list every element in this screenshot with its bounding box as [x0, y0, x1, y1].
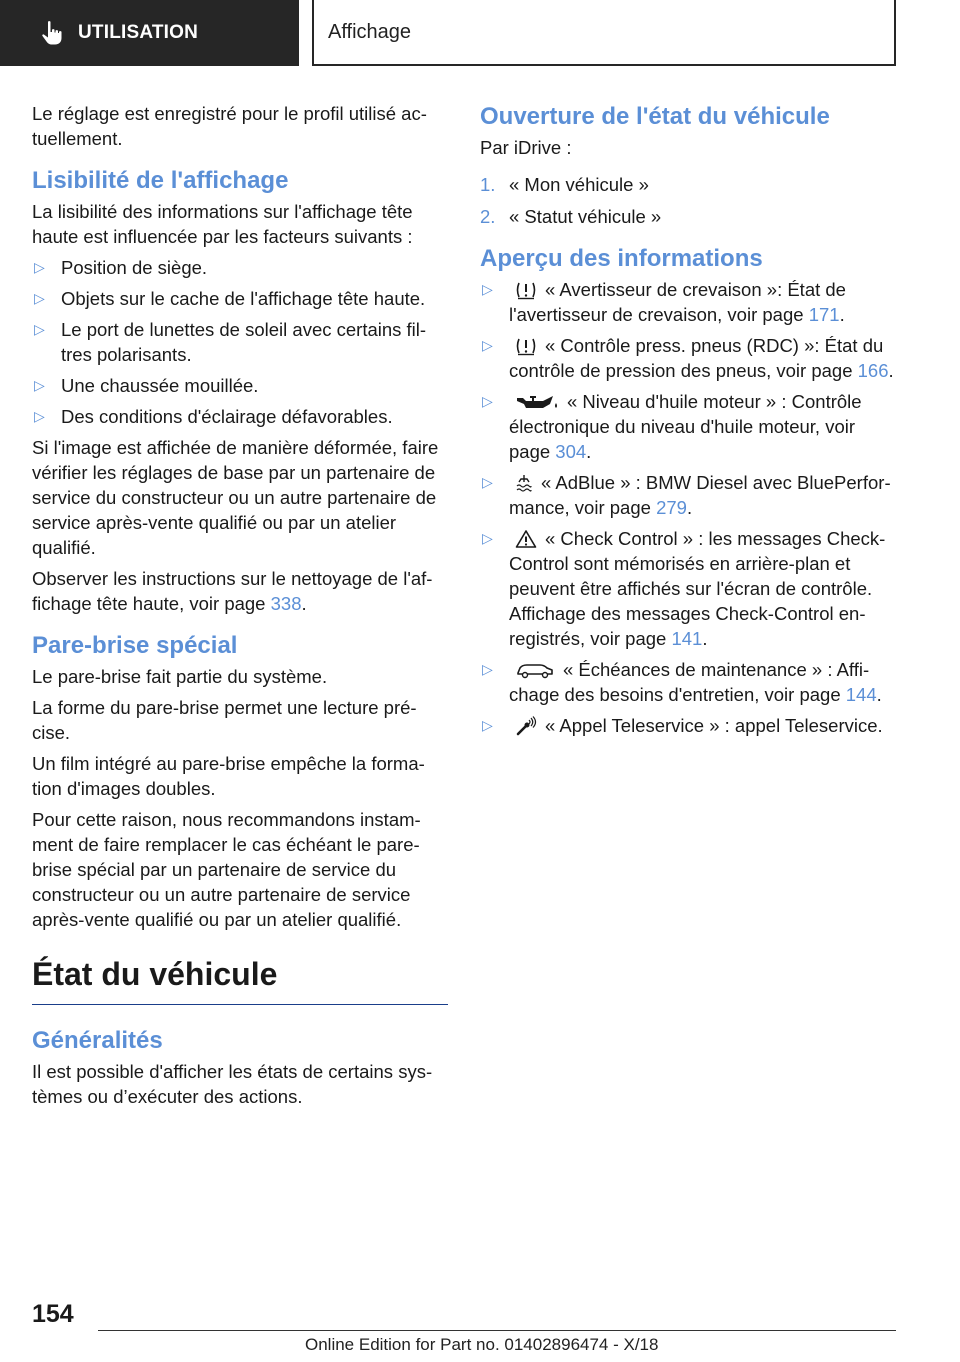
warning-triangle-icon [515, 529, 537, 549]
section-tab [312, 0, 896, 66]
edition-text: Online Edition for Part no. 01402896474 - X/18 [305, 1335, 659, 1354]
intro-text: Le réglage est enregistré pour le profil utilisé actuellement. [32, 103, 427, 149]
chapter-title: UTILISATION [78, 22, 199, 43]
list-item: ▷ « Check Control » : les messages Check-Control sont mémorisés en arrière-plan et peuvent être affichés sur l'écran de contrôle. Affichage des messages Check-Control enregistrés, voir page 141. [482, 528, 886, 649]
left-column [32, 101, 448, 1115]
general-heading: Généralités [32, 1027, 163, 1054]
windshield-text-2: La forme du pare-brise permet une lecture précise. [32, 697, 417, 743]
triangle-bullet-icon: ▷ [482, 281, 493, 297]
list-item: ▷ Des conditions d'éclairage défavorables. [34, 406, 393, 427]
car-service-icon [515, 660, 555, 680]
triangle-bullet-icon: ▷ [482, 717, 493, 733]
overview-heading: Aperçu des informations [480, 245, 763, 272]
idrive-text: Par iDrive : [480, 137, 572, 158]
triangle-bullet-icon: ▷ [482, 530, 493, 546]
windshield-text-3: Un film intégré au pare-brise empêche la formation d'images doubles. [32, 753, 425, 799]
list-item: ▷ « Contrôle press. pneus (RDC) »: État du contrôle de pression des pneus, voir page 166. [482, 335, 894, 381]
overview-list [480, 277, 896, 738]
wrench-signal-icon [515, 716, 537, 736]
readability-text: La lisibilité des informations sur l'affichage tête haute est influencée par les facteurs suivants : [32, 201, 413, 247]
cleaning-text: Observer les instructions sur le nettoyage de l'affichage tête haute, voir page 338. [32, 568, 433, 614]
right-column [480, 101, 896, 744]
page-link[interactable]: 338 [270, 593, 302, 614]
triangle-bullet-icon: ▷ [34, 259, 45, 275]
page-link[interactable]: 166 [857, 360, 889, 381]
hand-pointer-icon [38, 19, 66, 47]
readability-heading: Lisibilité de l'affichage [32, 167, 289, 194]
page-link[interactable]: 171 [808, 304, 840, 325]
list-item: ▷ « Niveau d'huile moteur » : Contrôle électronique du niveau d'huile moteur, voir page 304. [482, 391, 862, 462]
triangle-bullet-icon: ▷ [482, 474, 493, 490]
triangle-bullet-icon: ▷ [34, 290, 45, 306]
list-item: 1. « Mon véhicule » [480, 174, 649, 195]
triangle-bullet-icon: ▷ [34, 321, 45, 337]
readability-list [32, 255, 448, 429]
adblue-icon [515, 473, 533, 493]
deformed-image-text: Si l'image est affichée de manière déformée, faire vérifier les réglages de base par un partenaire de service du constructeur ou un autre partenaire de service après-vente qualifié ou par un atelier qualifié. [32, 437, 439, 558]
section-title: Affichage [328, 20, 412, 43]
chapter-tab[interactable] [0, 0, 299, 66]
list-item: ▷ Une chaussée mouillée. [34, 375, 259, 396]
triangle-bullet-icon: ▷ [482, 337, 493, 353]
triangle-bullet-icon: ▷ [482, 393, 493, 409]
list-item: ▷ « Avertisseur de crevaison »: État de l'avertisseur de crevaison, voir page 171. [482, 279, 846, 325]
triangle-bullet-icon: ▷ [34, 408, 45, 424]
page-link[interactable]: 144 [845, 684, 877, 705]
oil-can-icon [515, 392, 559, 412]
general-text: Il est possible d'afficher les états de certains systèmes ou d’exécuter des actions. [32, 1061, 433, 1107]
windshield-text-1: Le pare-brise fait partie du système. [32, 666, 328, 687]
list-item: ▷ « Échéances de maintenance » : Affichage des besoins d'entretien, voir page 144. [482, 659, 882, 705]
page-link[interactable]: 304 [555, 441, 587, 462]
list-item: ▷ « AdBlue » : BMW Diesel avec BluePerformance, voir page 279. [482, 472, 891, 518]
list-item: ▷ « Appel Teleservice » : appel Teleservice. [482, 715, 883, 736]
page-link[interactable]: 279 [656, 497, 687, 518]
steps-list [480, 172, 896, 229]
tire-pressure-warning-icon [515, 336, 537, 356]
windshield-heading: Pare-brise spécial [32, 632, 238, 659]
tire-pressure-warning-icon [515, 280, 537, 300]
list-item: ▷ Position de siège. [34, 257, 208, 278]
page-number: 154 [32, 1300, 74, 1328]
list-item: ▷ Le port de lunettes de soleil avec certains filtres polarisants. [34, 319, 427, 365]
open-state-heading: Ouverture de l'état du véhicule [480, 103, 830, 130]
list-item: 2. « Statut véhicule » [480, 206, 662, 227]
triangle-bullet-icon: ▷ [482, 661, 493, 677]
footer-divider [98, 1330, 896, 1331]
triangle-bullet-icon: ▷ [34, 377, 45, 393]
list-item: ▷ Objets sur le cache de l'affichage tête haute. [34, 288, 426, 309]
page-link[interactable]: 141 [671, 628, 703, 649]
vehicle-state-heading: État du véhicule [32, 954, 448, 1005]
windshield-text-4: Pour cette raison, nous recommandons instamment de faire remplacer le cas échéant le pare-brise spécial par un partenaire de service du constructeur ou un autre partenaire de service après-vente qualifié ou par un atelier qualifié. [32, 809, 421, 930]
